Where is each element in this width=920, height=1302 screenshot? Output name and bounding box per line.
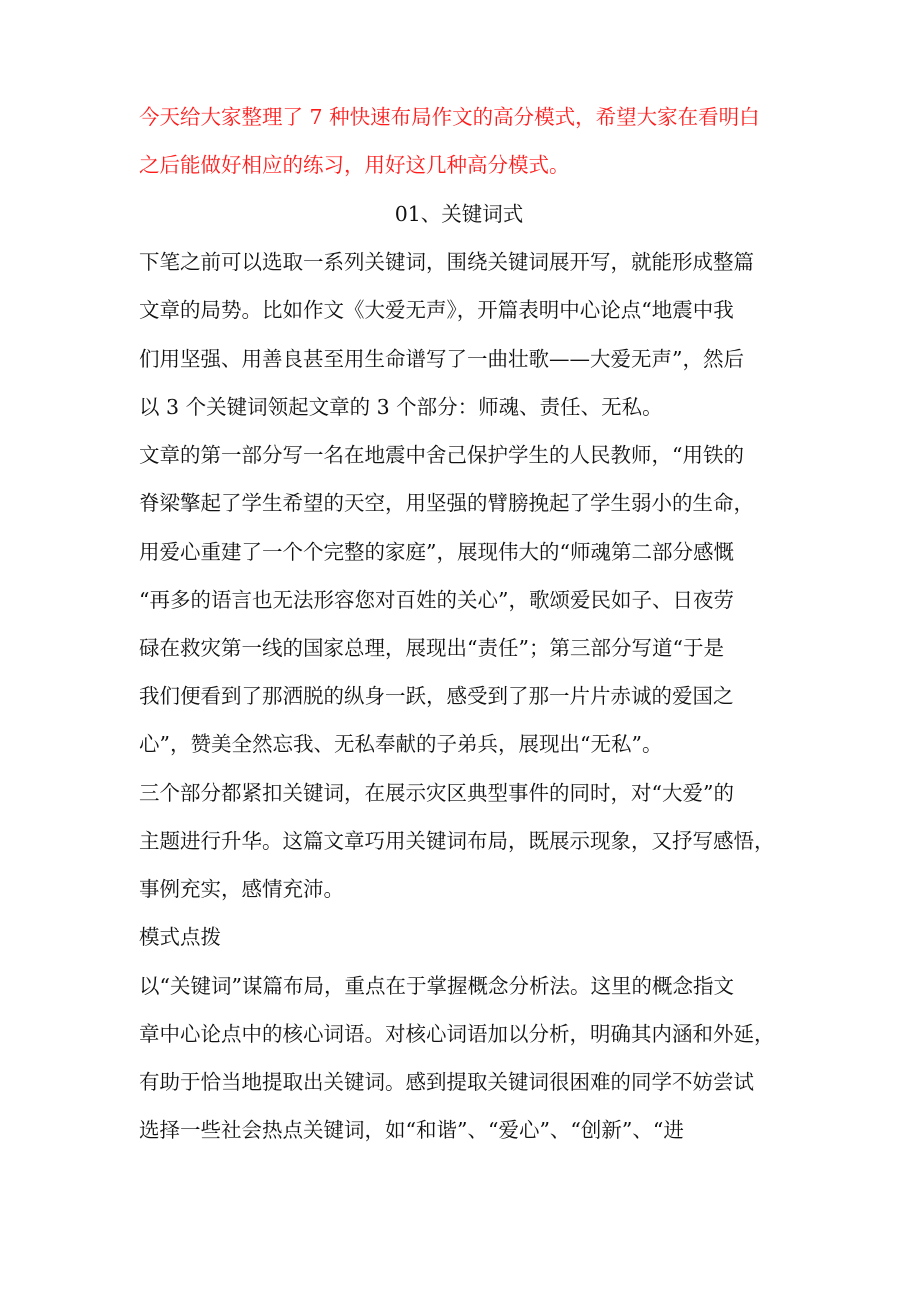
paragraph-2-line-3: 用爱心重建了一个个完整的家庭”，展现伟大的“师魂第二部分感慨 — [139, 540, 734, 564]
paragraph-5-line-2: 章中心论点中的核心词语。对核心词语加以分析，明确其内涵和外延， — [139, 1022, 775, 1046]
intro-line-1: 今天给大家整理了 7 种快速布局作文的高分模式，希望大家在看明白 — [139, 105, 760, 129]
paragraph-2-line-2: 脊梁擎起了学生希望的天空，用坚强的臂膀挽起了学生弱小的生命， — [139, 491, 754, 515]
paragraph-1-line-2: 文章的局势。比如作文《大爱无声》，开篇表明中心论点“地震中我 — [139, 298, 734, 322]
subheading-mode-tips: 模式点拨 — [139, 925, 221, 949]
paragraph-5-line-1: 以“关键词”谋篇布局，重点在于掌握概念分析法。这里的概念指文 — [139, 974, 734, 998]
paragraph-5-line-4: 选择一些社会热点关键词，如“和谐”、“爱心”、“创新”、“进 — [139, 1118, 684, 1142]
paragraph-3-line-3: 事例充实，感情充沛。 — [139, 877, 344, 901]
section-heading: 01、关键词式 — [394, 202, 524, 226]
paragraph-2-line-1: 文章的第一部分写一名在地震中舍己保护学生的人民教师，“用铁的 — [139, 443, 744, 467]
paragraph-1-line-4: 以 3 个关键词领起文章的 3 个部分：师魂、责任、无私。 — [139, 395, 663, 419]
paragraph-1-line-3: 们用坚强、用善良甚至用生命谱写了一曲壮歌——大爱无声”，然后 — [139, 347, 744, 371]
paragraph-2-line-5: 碌在救灾第一线的国家总理，展现出“责任”；第三部分写道“于是 — [139, 636, 724, 660]
paragraph-1-line-1: 下笔之前可以选取一系列关键词，围绕关键词展开写，就能形成整篇 — [139, 250, 754, 274]
paragraph-2-line-6: 我们便看到了那洒脱的纵身一跃，感受到了那一片片赤诚的爱国之 — [139, 684, 734, 708]
paragraph-2-line-4: “再多的语言也无法形容您对百姓的关心”，歌颂爱民如子、日夜劳 — [139, 588, 734, 612]
paragraph-5-line-3: 有助于恰当地提取出关键词。感到提取关键词很困难的同学不妨尝试 — [139, 1070, 754, 1094]
paragraph-2-line-7: 心”，赞美全然忘我、无私奉献的子弟兵，展现出“无私”。 — [139, 732, 663, 756]
paragraph-3-line-1: 三个部分都紧扣关键词，在展示灾区典型事件的同时，对“大爱”的 — [139, 781, 734, 805]
intro-line-2: 之后能做好相应的练习，用好这几种高分模式。 — [139, 153, 570, 177]
paragraph-3-line-2: 主题进行升华。这篇文章巧用关键词布局，既展示现象，又抒写感悟， — [139, 829, 775, 853]
